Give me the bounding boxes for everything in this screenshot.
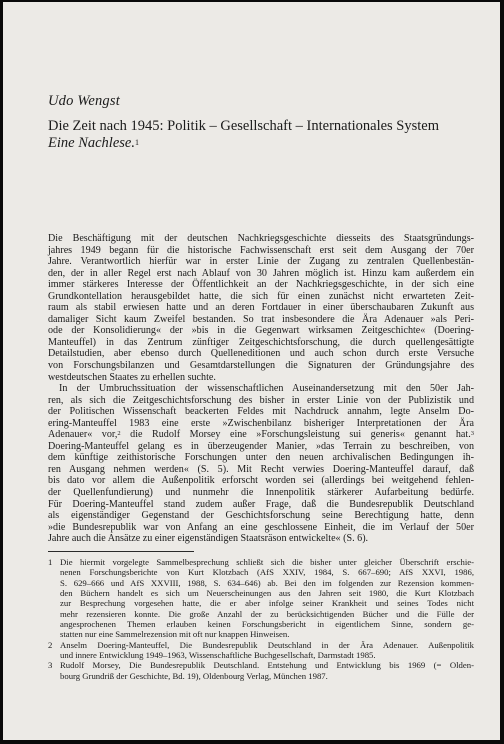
footnote-line: Anselm Doering-Manteuffel, Die Bundesrepublik Deutschland in der Ära Adenauer. Außenpolitik [60,639,474,650]
footnote-1 [48,557,474,640]
text-line: Für Doering-Manteuffel stand zudem außer Frage, daß die Bundesrepublik Deutschland [48,498,474,510]
footnote-number: 3 [48,660,53,671]
footnote-line: den Büchern handelt es sich um Neuerscheinungen aus den Jahren seit 1980, die Kurt Klotzbach [60,588,474,599]
text-line: ren, als sich die Zeitgeschichtsforschung des bisher in erster Linie von der Publizistik und [48,394,474,406]
title-subtitle: Eine Nachlese. [48,135,135,151]
text-line: ering-Manteuffel 1983 eine erste »Zwischenbilanz bisheriger Interpretationen der Ära [48,417,474,429]
footnote-number: 2 [48,639,53,650]
text-line: den, der in aller Regel erst nach Ablauf von 30 Jahren möglich ist. Hinzu kam außerdem ein [48,267,474,279]
text-segment: die Rudolf Morsey eine »Forschungsleistung sui generis« genannt hat. [130,429,471,441]
paragraph-2 [48,383,474,545]
text-line: jahres 1949 begann für die historische Fachwissenschaft erst seit dem Ausgang der 70er [48,244,474,256]
footnote-number: 1 [48,557,53,567]
footnote-separator [48,551,194,552]
footnote-line: S. 629–666 und AfS XXVIII, 1988, S. 634–646) ab. Bei den im folgenden zur Rezension kommen- [60,577,474,588]
footnote-text [60,557,474,640]
footnote-mark-3: 3 [470,430,474,438]
text-line: immer stärkeres Interesse der Öffentlichkeit an der Nachkriegsgeschichte, in der sich eine [48,279,474,291]
footnote-3 [48,660,474,681]
footnote-line: mehr rezensieren konnte. Die große Anzahl der zu berücksichtigenden Bücher und die Fülle der [60,608,474,619]
text-line: von Forschungsbilanzen und Gesamtdarstellungen die Signaturen der Gründungsjahre des [48,360,474,372]
footnote-mark-2: 2 [117,430,121,438]
title-subtitle-line [48,135,478,152]
footnote-text [60,660,474,681]
text-line: Jahre. Verantwortlich hierfür war in erster Linie der Zugang zu zentralen Quellenbestän- [48,256,474,268]
text-line: damaliger Sicht kaum Zweifel bestanden. So trat insbesondere die Ära Adenauer »als Peri- [48,313,474,325]
title-footnote-mark: 1 [134,138,139,147]
footnote-line: Rudolf Morsey, Die Bundesrepublik Deutschland. Entstehung und Entwicklung bis 1969 (= Olden- [60,660,474,671]
text-line: der Politischen Wissenschaft beackerten Feldes mit Nachdruck annahm, legte Anselm Do- [48,406,474,418]
footnote-line: statten nur eine Sammelrezension mit oft nur knappen Hinweisen. [60,629,290,640]
text-line: Manteuffel) in das Zentrum zünftiger Zeitgeschichtsforschung, die durch quellengesättigte [48,336,474,348]
text-line: westdeutschen Staates zu erhellen suchte. [48,371,216,383]
author-name: Udo Wengst [48,93,120,109]
footnote-line: Die hiermit vorgelegte Sammelbesprechung schließt sich die bisher unter gleicher Überschrift erschie- [60,557,474,567]
text-line: Doering-Manteuffel gelang es in überzeugender Manier, »das Terrain zu beschreiben, von [48,440,474,452]
text-line: Die Beschäftigung mit der deutschen Nachkriegsgeschichte diesseits des Staatsgründungs- [48,233,474,244]
text-line: Detailstudien, aber ebenso durch Quelleneditionen und auch schon durch erste Versuche [48,348,474,360]
footnote-line: angesprochenen Themen erlauben keinen Forschungsbericht in eigentlichem Sinne, sondern ge- [60,619,474,630]
footnote-line: bourg Grundriß der Geschichte, Bd. 19), Oldenbourg Verlag, München 1987. [60,670,328,681]
text-line: In der Umbruchssituation der wissenschaftlichen Auseinandersetzung mit den 50er Jah- [59,383,474,395]
footnote-line: zur Besprechung vorgesehen hatte, die er aber infolge seiner Krankheit und seines Todes nicht [60,598,474,609]
text-line: ode der Konsolidierung« der »bis in die Gegenwart wirksamen Zeitgeschichte« (Doering- [48,325,474,337]
text-line: der Quellenfundierung) und nunmehr die Innenpolitik stärkerer Aufarbeitung bedürfe. [48,487,474,499]
footnote-2 [48,640,474,661]
text-line: Jahre auch die Ansätze zu einer eigenständigen Staatsräson entwickelte« (S. 6). [48,533,369,545]
text-line: bis dato vor allem die Außenpolitik erforscht worden sei (allerdings bei weitgehend fehlen- [48,475,474,487]
title-main: Die Zeit nach 1945: Politik – Gesellschaft – Internationales System [48,118,440,134]
footnote-line: und innere Entwicklung 1949–1963, Wissenschaftliche Buchgesellschaft, Darmstadt 1985. [60,650,376,661]
footnote-text [60,640,474,661]
footnotes [48,557,474,681]
text-line: »die Bundesrepublik war von Anfang an eine geschlossene Einheit, die im Verlauf der 50er [48,521,474,533]
article-title [48,118,478,152]
text-line-with-notes [48,429,474,441]
footnote-line: nenen Forschungsberichte von Kurt Klotzbach (AfS XXIV, 1984, S. 667–690; AfS XXVI, 1986, [60,567,474,578]
text-line: dem künftige zeithistorische Forschungen unter den neuen archivalischen Bedingungen ih- [48,452,474,464]
text-segment: Adenauer« vor, [48,429,118,441]
text-line: als eigenständiger Gegenstand der Geschichtsforschung seine Berechtigung hatte, denn [48,510,474,522]
text-line: raum als stabil erwiesen hatte und an deren Fortdauer in einer überschaubaren Zukunft aus [48,302,474,314]
text-line: Grundkontellation herausgebildet hatte, die sich für einen zunächst nicht erwarteten Zeit- [48,290,474,302]
paragraph-1 [48,233,474,383]
text-line: ren Ausgang nehmen werden« (S. 5). Mit Recht verwies Doering-Manteuffel darauf, daß [48,463,474,475]
body-text [48,233,474,545]
page [3,2,500,740]
